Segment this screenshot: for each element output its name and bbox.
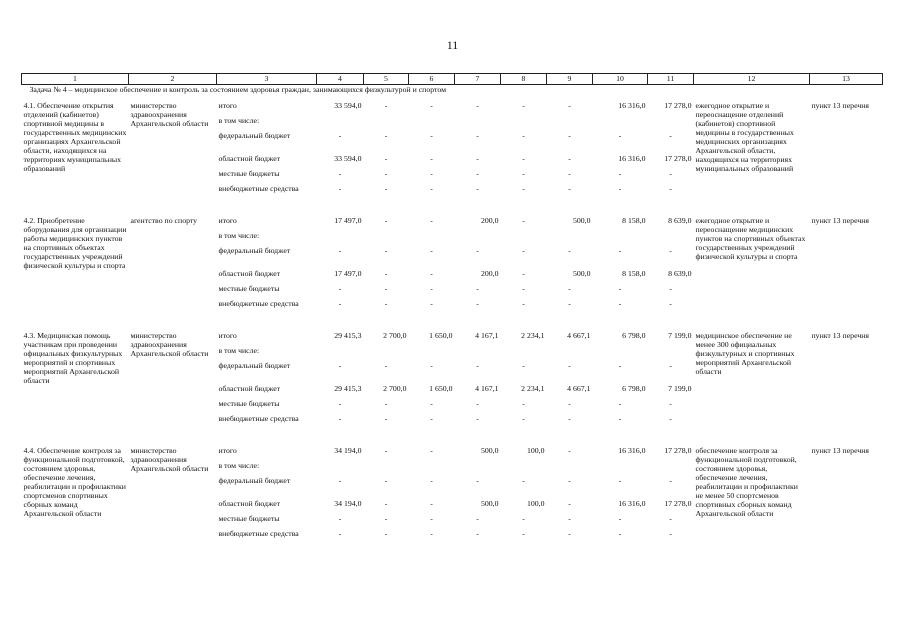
amount-cell: 200,0 xyxy=(480,216,499,225)
amount-cell: - xyxy=(430,529,433,538)
amount-cell: - xyxy=(568,399,571,408)
amount-cell xyxy=(593,231,648,246)
executor: министерство здравоохранения Архангельской области xyxy=(130,101,209,128)
amount-cell: 33 594,0 xyxy=(334,101,362,110)
funding-source: итого xyxy=(218,331,237,340)
amount-cell: - xyxy=(568,284,571,293)
funding-source: итого xyxy=(218,446,237,455)
amount-cell: - xyxy=(338,169,342,178)
amount-cell xyxy=(364,461,409,476)
activity-name: 4.4. Обеспечение контроля за функциональной подготовкой, состоянием здоровья, обеспечение лечения, реабилитации и профилактики спортсменов спортивных сборных команд Архангельской области xyxy=(23,446,126,518)
amount-cell: - xyxy=(522,184,525,193)
amount-cell: 17 497,0 xyxy=(334,216,362,225)
amount-cell: - xyxy=(476,184,479,193)
amount-cell: 2 234,1 xyxy=(521,331,545,340)
amount-cell: - xyxy=(384,216,388,225)
amount-cell xyxy=(593,116,648,131)
amount-cell xyxy=(501,461,547,476)
amount-cell: - xyxy=(338,299,342,308)
amount-cell xyxy=(455,346,501,361)
amount-cell: - xyxy=(430,399,433,408)
amount-cell xyxy=(501,116,547,131)
amount-cell xyxy=(409,346,455,361)
funding-source: областной бюджет xyxy=(218,384,281,393)
amount-cell xyxy=(317,461,364,476)
amount-cell: - xyxy=(430,299,433,308)
amount-cell xyxy=(501,231,547,246)
amount-cell: - xyxy=(669,476,672,485)
funding-source: местные бюджеты xyxy=(218,399,280,408)
amount-cell: 4 167,1 xyxy=(475,331,499,340)
funding-source: внебюджетные средства xyxy=(218,299,299,308)
funding-source: местные бюджеты xyxy=(218,284,280,293)
expected-result: ежегодное открытие и переоснащение отделений (кабинетов) спортивной медицины в государственных медицинских организациях Архангельской области, находящихся на территориях муниципальных образований xyxy=(695,101,794,173)
executor: агентство по спорту xyxy=(130,216,198,225)
amount-cell xyxy=(547,231,593,246)
amount-cell: - xyxy=(430,269,433,278)
amount-cell: - xyxy=(568,361,571,370)
amount-cell: - xyxy=(669,284,672,293)
amount-cell: 4 167,1 xyxy=(475,384,499,393)
expected-result: медицинское обеспечение не менее 300 официальных физкультурных и спортивных мероприятий Архангельской области xyxy=(695,331,795,376)
budget-table xyxy=(21,73,883,552)
amount-cell: - xyxy=(568,131,571,140)
header-cell: 4 xyxy=(317,74,364,85)
spacer-cell xyxy=(22,437,883,446)
amount-cell: - xyxy=(384,299,388,308)
header-cell: 3 xyxy=(217,74,317,85)
amount-cell: 8 639,0 xyxy=(668,269,692,278)
table-body xyxy=(22,74,883,553)
amount-cell xyxy=(409,116,455,131)
reference: пункт 13 перечня xyxy=(811,101,870,110)
task-row xyxy=(22,85,883,102)
activity-name: 4.3. Медицинская помощь участникам при проведении официальных физкультурных мероприятий и спортивных мероприятий Архангельской области xyxy=(23,331,123,385)
amount-cell xyxy=(409,461,455,476)
row-spacer xyxy=(22,207,883,216)
amount-cell: - xyxy=(522,154,525,163)
amount-cell: - xyxy=(669,169,672,178)
amount-cell: 2 234,1 xyxy=(521,384,545,393)
amount-cell xyxy=(455,231,501,246)
amount-cell: - xyxy=(669,361,672,370)
amount-cell: - xyxy=(669,299,672,308)
amount-cell: - xyxy=(430,446,433,455)
amount-cell: - xyxy=(430,169,433,178)
amount-cell: - xyxy=(669,399,672,408)
amount-cell: - xyxy=(476,246,479,255)
table-row xyxy=(22,216,883,231)
amount-cell: - xyxy=(522,131,525,140)
amount-cell xyxy=(364,346,409,361)
amount-cell: 1 650,0 xyxy=(429,384,453,393)
amount-cell: 100,0 xyxy=(526,499,545,508)
amount-cell: 7 199,0 xyxy=(668,331,692,340)
funding-source: внебюджетные средства xyxy=(218,414,299,423)
amount-cell: - xyxy=(384,284,388,293)
funding-source: в том числе: xyxy=(218,346,260,355)
funding-source: федеральный бюджет xyxy=(218,361,291,370)
amount-cell: - xyxy=(568,246,571,255)
amount-cell xyxy=(648,346,694,361)
amount-cell: - xyxy=(669,131,672,140)
amount-cell: - xyxy=(618,246,622,255)
amount-cell: 7 199,0 xyxy=(668,384,692,393)
amount-cell: 500,0 xyxy=(480,446,499,455)
amount-cell: - xyxy=(384,399,388,408)
amount-cell: 34 194,0 xyxy=(334,446,362,455)
page-number: 11 xyxy=(446,38,459,52)
amount-cell: 29 415,3 xyxy=(334,384,362,393)
amount-cell: - xyxy=(384,169,388,178)
amount-cell: - xyxy=(384,269,388,278)
task-title: Задача № 4 – медицинское обеспечение и контроль за состоянием здоровья граждан, занимающихся физкультурой и спортом xyxy=(29,85,447,94)
amount-cell: - xyxy=(338,399,342,408)
amount-cell: - xyxy=(476,299,479,308)
table-row xyxy=(22,446,883,461)
row-spacer xyxy=(22,437,883,446)
amount-cell: - xyxy=(669,184,672,193)
amount-cell: - xyxy=(618,399,622,408)
amount-cell: - xyxy=(338,529,342,538)
amount-cell xyxy=(317,346,364,361)
amount-cell: - xyxy=(476,514,479,523)
header-cell: 13 xyxy=(810,74,883,85)
header-cell: 1 xyxy=(22,74,129,85)
amount-cell: - xyxy=(476,284,479,293)
amount-cell xyxy=(648,461,694,476)
amount-cell: - xyxy=(476,414,479,423)
reference: пункт 13 перечня xyxy=(811,331,870,340)
amount-cell xyxy=(648,231,694,246)
expected-result: обеспечение контроля за функциональной подготовкой, состоянием здоровья, обеспечение лечения, реабилитации и профилактики не менее 50 спортсменов спортивных сборных команд Архангельской области xyxy=(695,446,798,518)
amount-cell: 200,0 xyxy=(480,269,499,278)
amount-cell: 16 316,0 xyxy=(618,499,646,508)
amount-cell: - xyxy=(384,414,388,423)
amount-cell: - xyxy=(338,476,342,485)
amount-cell: - xyxy=(568,499,571,508)
amount-cell: - xyxy=(618,361,622,370)
amount-cell: - xyxy=(522,299,525,308)
amount-cell: - xyxy=(384,499,388,508)
amount-cell: - xyxy=(384,514,388,523)
funding-source: областной бюджет xyxy=(218,269,281,278)
amount-cell: - xyxy=(522,216,525,225)
header-cell: 5 xyxy=(364,74,409,85)
amount-cell xyxy=(317,116,364,131)
amount-cell: - xyxy=(522,169,525,178)
amount-cell: - xyxy=(568,184,571,193)
amount-cell xyxy=(501,346,547,361)
amount-cell: - xyxy=(384,361,388,370)
header-cell: 6 xyxy=(409,74,455,85)
amount-cell: 4 667,1 xyxy=(567,384,591,393)
amount-cell: - xyxy=(430,101,433,110)
amount-cell: - xyxy=(476,169,479,178)
spacer-cell xyxy=(22,207,883,216)
funding-source: местные бюджеты xyxy=(218,169,280,178)
amount-cell: 100,0 xyxy=(526,446,545,455)
header-cell: 12 xyxy=(694,74,810,85)
amount-cell: - xyxy=(568,169,571,178)
amount-cell: - xyxy=(669,529,672,538)
amount-cell: - xyxy=(338,246,342,255)
header-cell: 7 xyxy=(455,74,501,85)
funding-source: внебюджетные средства xyxy=(218,529,299,538)
amount-cell: - xyxy=(476,399,479,408)
funding-source: итого xyxy=(218,101,237,110)
amount-cell: - xyxy=(568,154,571,163)
amount-cell: - xyxy=(568,529,571,538)
amount-cell xyxy=(364,116,409,131)
amount-cell: - xyxy=(476,529,479,538)
amount-cell: - xyxy=(384,246,388,255)
amount-cell: - xyxy=(522,514,525,523)
amount-cell: 8 639,0 xyxy=(668,216,692,225)
amount-cell: 6 798,0 xyxy=(622,384,646,393)
amount-cell: - xyxy=(618,184,622,193)
amount-cell: - xyxy=(669,414,672,423)
funding-source: в том числе: xyxy=(218,116,260,125)
amount-cell: - xyxy=(522,529,525,538)
header-cell: 11 xyxy=(648,74,694,85)
amount-cell: 1 650,0 xyxy=(429,331,453,340)
amount-cell: 17 278,0 xyxy=(664,499,692,508)
amount-cell: 500,0 xyxy=(572,269,591,278)
amount-cell: - xyxy=(384,131,388,140)
amount-cell: - xyxy=(430,414,433,423)
amount-cell: - xyxy=(568,299,571,308)
amount-cell: - xyxy=(430,184,433,193)
amount-cell: - xyxy=(384,101,388,110)
amount-cell: - xyxy=(522,476,525,485)
spacer-cell xyxy=(22,322,883,331)
amount-cell: - xyxy=(522,399,525,408)
amount-cell: - xyxy=(384,529,388,538)
amount-cell: - xyxy=(430,284,433,293)
amount-cell: - xyxy=(430,154,433,163)
amount-cell: - xyxy=(430,514,433,523)
amount-cell: - xyxy=(618,476,622,485)
amount-cell: - xyxy=(430,476,433,485)
amount-cell xyxy=(648,116,694,131)
row-spacer xyxy=(22,322,883,331)
amount-cell: - xyxy=(430,499,433,508)
amount-cell xyxy=(364,231,409,246)
amount-cell xyxy=(547,346,593,361)
funding-source: местные бюджеты xyxy=(218,514,280,523)
amount-cell: - xyxy=(338,361,342,370)
amount-cell: 8 158,0 xyxy=(622,269,646,278)
amount-cell: 4 667,1 xyxy=(567,331,591,340)
funding-source: внебюджетные средства xyxy=(218,184,299,193)
amount-cell: - xyxy=(618,529,622,538)
activity-name: 4.2. Приобретение оборудования для организации работы медицинских пунктов на спортивных объектах государственных учреждений физической культуры и спорта xyxy=(23,216,127,270)
funding-source: федеральный бюджет xyxy=(218,476,291,485)
activity-name: 4.1. Обеспечение открытия отделений (кабинетов) спортивной медицины в государственных медицинских организациях Архангельской области, находящихся на территориях муниципальных образований xyxy=(23,101,127,173)
funding-source: областной бюджет xyxy=(218,154,281,163)
amount-cell: - xyxy=(568,414,571,423)
amount-cell: 16 316,0 xyxy=(618,154,646,163)
amount-cell: 2 700,0 xyxy=(383,331,407,340)
expected-result: ежегодное открытие и переоснащение медицинских пунктов на спортивных объектах государственных учреждений физической культуры и спорта xyxy=(695,216,806,261)
amount-cell: 17 278,0 xyxy=(664,154,692,163)
amount-cell: - xyxy=(338,514,342,523)
amount-cell: 17 278,0 xyxy=(664,446,692,455)
header-cell: 9 xyxy=(547,74,593,85)
amount-cell: - xyxy=(522,284,525,293)
amount-cell xyxy=(547,116,593,131)
amount-cell: 34 194,0 xyxy=(334,499,362,508)
amount-cell: - xyxy=(338,184,342,193)
funding-source: итого xyxy=(218,216,237,225)
amount-cell: - xyxy=(384,476,388,485)
header-cell: 2 xyxy=(129,74,217,85)
amount-cell xyxy=(455,116,501,131)
executor: министерство здравоохранения Архангельской области xyxy=(130,331,209,358)
amount-cell: - xyxy=(618,131,622,140)
amount-cell: 500,0 xyxy=(480,499,499,508)
amount-cell: 17 497,0 xyxy=(334,269,362,278)
amount-cell: - xyxy=(522,269,525,278)
amount-cell: 29 415,3 xyxy=(334,331,362,340)
amount-cell xyxy=(317,231,364,246)
amount-cell: - xyxy=(669,514,672,523)
amount-cell: - xyxy=(669,246,672,255)
header-cell: 10 xyxy=(593,74,648,85)
amount-cell: - xyxy=(430,361,433,370)
header-cell: 8 xyxy=(501,74,547,85)
amount-cell: 33 594,0 xyxy=(334,154,362,163)
amount-cell: - xyxy=(384,446,388,455)
amount-cell: - xyxy=(522,101,525,110)
table-row xyxy=(22,331,883,346)
amount-cell: - xyxy=(476,361,479,370)
amount-cell xyxy=(455,461,501,476)
executor: министерство здравоохранения Архангельской области xyxy=(130,446,209,473)
amount-cell xyxy=(593,346,648,361)
amount-cell: - xyxy=(338,414,342,423)
amount-cell: - xyxy=(522,361,525,370)
amount-cell: - xyxy=(384,184,388,193)
amount-cell: - xyxy=(430,246,433,255)
amount-cell: - xyxy=(338,284,342,293)
amount-cell: - xyxy=(522,414,525,423)
funding-source: в том числе: xyxy=(218,461,260,470)
amount-cell: - xyxy=(618,299,622,308)
amount-cell: 16 316,0 xyxy=(618,101,646,110)
amount-cell: - xyxy=(476,131,479,140)
amount-cell: - xyxy=(522,246,525,255)
amount-cell xyxy=(409,231,455,246)
amount-cell: - xyxy=(476,154,479,163)
amount-cell: 500,0 xyxy=(572,216,591,225)
funding-source: федеральный бюджет xyxy=(218,246,291,255)
funding-source: федеральный бюджет xyxy=(218,131,291,140)
amount-cell: - xyxy=(568,446,571,455)
amount-cell: - xyxy=(430,131,433,140)
amount-cell: - xyxy=(568,476,571,485)
amount-cell xyxy=(547,461,593,476)
amount-cell xyxy=(593,461,648,476)
amount-cell: - xyxy=(618,284,622,293)
amount-cell: - xyxy=(618,169,622,178)
amount-cell: 6 798,0 xyxy=(622,331,646,340)
amount-cell: - xyxy=(384,154,388,163)
amount-cell: - xyxy=(430,216,433,225)
reference: пункт 13 перечня xyxy=(811,446,870,455)
amount-cell: - xyxy=(476,476,479,485)
amount-cell: 8 158,0 xyxy=(622,216,646,225)
amount-cell: - xyxy=(618,514,622,523)
amount-cell: 2 700,0 xyxy=(383,384,407,393)
amount-cell: - xyxy=(476,101,479,110)
amount-cell: - xyxy=(338,131,342,140)
amount-cell: 17 278,0 xyxy=(664,101,692,110)
amount-cell: - xyxy=(568,514,571,523)
table-row xyxy=(22,101,883,116)
reference: пункт 13 перечня xyxy=(811,216,870,225)
funding-source: областной бюджет xyxy=(218,499,281,508)
funding-source: в том числе: xyxy=(218,231,260,240)
amount-cell: - xyxy=(568,101,571,110)
header-row xyxy=(22,74,883,85)
amount-cell: 16 316,0 xyxy=(618,446,646,455)
amount-cell: - xyxy=(618,414,622,423)
